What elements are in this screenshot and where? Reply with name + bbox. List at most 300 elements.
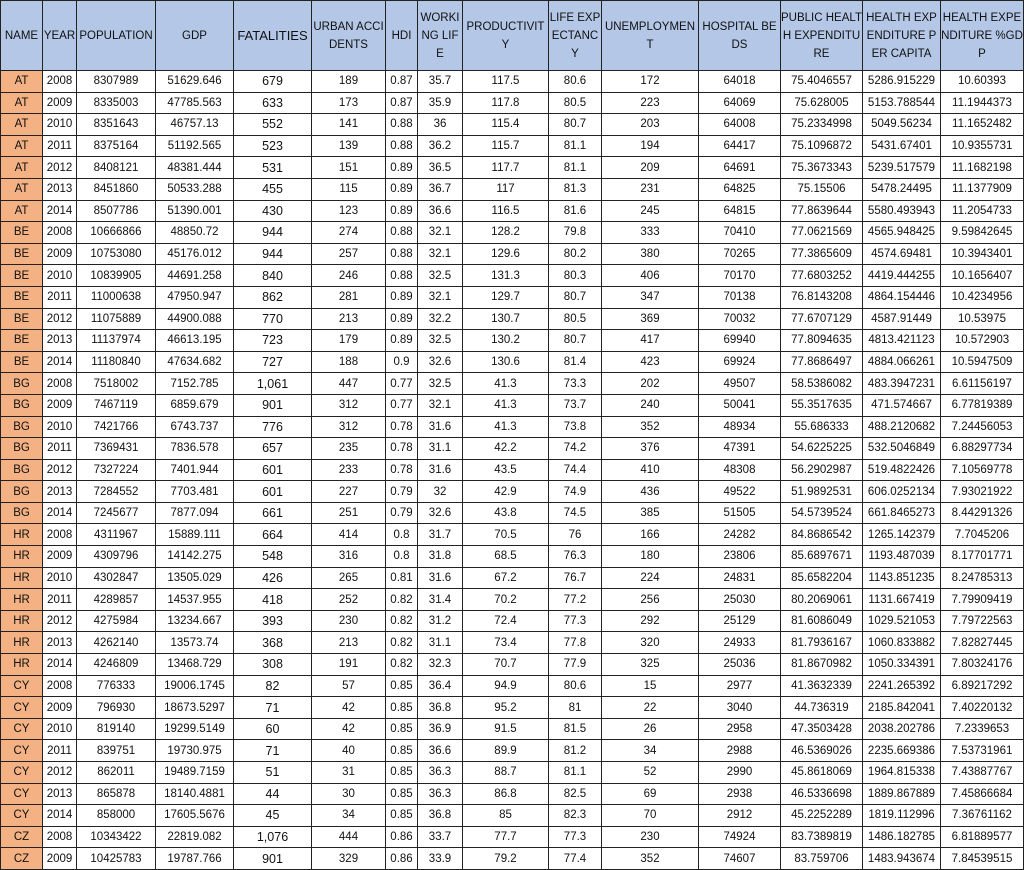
cell-working-life[interactable]: 33.7 (418, 826, 463, 848)
cell-health-expenditure-gdp[interactable]: 7.53731961 (941, 740, 1024, 762)
cell-urban-accidents[interactable]: 42 (312, 718, 386, 740)
cell-fatalities[interactable]: 552 (234, 114, 312, 136)
cell-fatalities[interactable]: 430 (234, 200, 312, 222)
cell-population[interactable]: 10343422 (77, 826, 156, 848)
cell-health-expenditure-gdp[interactable]: 7.82827445 (941, 632, 1024, 654)
cell-population[interactable]: 7467119 (77, 394, 156, 416)
cell-unemployment[interactable]: 352 (602, 848, 699, 870)
cell-unemployment[interactable]: 417 (602, 330, 699, 352)
cell-fatalities[interactable]: 901 (234, 848, 312, 870)
cell-name[interactable]: HR (1, 524, 43, 546)
cell-hdi[interactable]: 0.88 (386, 114, 418, 136)
cell-unemployment[interactable]: 410 (602, 459, 699, 481)
cell-hospital-beds[interactable]: 24933 (699, 632, 781, 654)
cell-health-expenditure-gdp[interactable]: 7.80324176 (941, 654, 1024, 676)
cell-productivity[interactable]: 91.5 (463, 718, 549, 740)
cell-hospital-beds[interactable]: 3040 (699, 697, 781, 719)
cell-working-life[interactable]: 32.1 (418, 394, 463, 416)
cell-health-expenditure-gdp[interactable]: 7.79722563 (941, 610, 1024, 632)
cell-population[interactable]: 4302847 (77, 567, 156, 589)
cell-year[interactable]: 2011 (43, 438, 77, 460)
cell-unemployment[interactable]: 166 (602, 524, 699, 546)
cell-health-expenditure-per-capita[interactable]: 4565.948425 (863, 222, 941, 244)
cell-life-expectancy[interactable]: 80.2 (549, 243, 602, 265)
cell-hospital-beds[interactable]: 74924 (699, 826, 781, 848)
cell-fatalities[interactable]: 862 (234, 286, 312, 308)
column-header-year[interactable]: YEAR (43, 1, 77, 71)
cell-health-expenditure-gdp[interactable]: 10.5947509 (941, 351, 1024, 373)
cell-year[interactable]: 2013 (43, 481, 77, 503)
cell-population[interactable]: 7421766 (77, 416, 156, 438)
cell-urban-accidents[interactable]: 141 (312, 114, 386, 136)
cell-fatalities[interactable]: 548 (234, 546, 312, 568)
cell-year[interactable]: 2009 (43, 546, 77, 568)
cell-life-expectancy[interactable]: 81.1 (549, 135, 602, 157)
cell-hospital-beds[interactable]: 24282 (699, 524, 781, 546)
column-header-health-expenditure-per-capita[interactable]: HEALTH EXPENDITURE PER CAPITA (863, 1, 941, 71)
cell-urban-accidents[interactable]: 191 (312, 654, 386, 676)
cell-health-expenditure-per-capita[interactable]: 1889.867889 (863, 783, 941, 805)
cell-name[interactable]: CY (1, 697, 43, 719)
cell-name[interactable]: CY (1, 762, 43, 784)
cell-year[interactable]: 2008 (43, 524, 77, 546)
cell-gdp[interactable]: 46757.13 (156, 114, 234, 136)
cell-health-expenditure-gdp[interactable]: 10.4234956 (941, 286, 1024, 308)
cell-urban-accidents[interactable]: 31 (312, 762, 386, 784)
cell-hdi[interactable]: 0.89 (386, 286, 418, 308)
cell-year[interactable]: 2009 (43, 92, 77, 114)
cell-hdi[interactable]: 0.85 (386, 697, 418, 719)
cell-working-life[interactable]: 36.8 (418, 805, 463, 827)
cell-public-health-expenditure[interactable]: 76.8143208 (781, 286, 863, 308)
cell-population[interactable]: 4246809 (77, 654, 156, 676)
cell-life-expectancy[interactable]: 77.3 (549, 826, 602, 848)
cell-urban-accidents[interactable]: 123 (312, 200, 386, 222)
cell-year[interactable]: 2009 (43, 394, 77, 416)
cell-health-expenditure-per-capita[interactable]: 5478.24495 (863, 178, 941, 200)
cell-hdi[interactable]: 0.8 (386, 524, 418, 546)
cell-hdi[interactable]: 0.78 (386, 416, 418, 438)
cell-health-expenditure-gdp[interactable]: 7.40220132 (941, 697, 1024, 719)
cell-urban-accidents[interactable]: 213 (312, 308, 386, 330)
cell-population[interactable]: 4311967 (77, 524, 156, 546)
cell-year[interactable]: 2008 (43, 675, 77, 697)
cell-productivity[interactable]: 115.4 (463, 114, 549, 136)
cell-unemployment[interactable]: 423 (602, 351, 699, 373)
cell-population[interactable]: 8351643 (77, 114, 156, 136)
cell-population[interactable]: 4289857 (77, 589, 156, 611)
cell-hospital-beds[interactable]: 2958 (699, 718, 781, 740)
cell-hdi[interactable]: 0.86 (386, 848, 418, 870)
cell-fatalities[interactable]: 633 (234, 92, 312, 114)
cell-fatalities[interactable]: 601 (234, 459, 312, 481)
cell-public-health-expenditure[interactable]: 45.8618069 (781, 762, 863, 784)
cell-unemployment[interactable]: 333 (602, 222, 699, 244)
cell-unemployment[interactable]: 202 (602, 373, 699, 395)
cell-name[interactable]: CZ (1, 848, 43, 870)
cell-hdi[interactable]: 0.89 (386, 157, 418, 179)
cell-hospital-beds[interactable]: 64417 (699, 135, 781, 157)
cell-hospital-beds[interactable]: 48308 (699, 459, 781, 481)
cell-name[interactable]: BE (1, 351, 43, 373)
cell-year[interactable]: 2014 (43, 502, 77, 524)
cell-year[interactable]: 2011 (43, 589, 77, 611)
cell-year[interactable]: 2013 (43, 178, 77, 200)
cell-year[interactable]: 2009 (43, 697, 77, 719)
cell-year[interactable]: 2012 (43, 610, 77, 632)
cell-health-expenditure-per-capita[interactable]: 2241.265392 (863, 675, 941, 697)
cell-year[interactable]: 2010 (43, 114, 77, 136)
cell-urban-accidents[interactable]: 189 (312, 71, 386, 93)
cell-public-health-expenditure[interactable]: 84.8686542 (781, 524, 863, 546)
cell-fatalities[interactable]: 426 (234, 567, 312, 589)
cell-hospital-beds[interactable]: 74607 (699, 848, 781, 870)
cell-public-health-expenditure[interactable]: 41.3632339 (781, 675, 863, 697)
cell-productivity[interactable]: 41.3 (463, 416, 549, 438)
cell-health-expenditure-gdp[interactable]: 7.84539515 (941, 848, 1024, 870)
cell-hospital-beds[interactable]: 25036 (699, 654, 781, 676)
cell-health-expenditure-gdp[interactable]: 8.44291326 (941, 502, 1024, 524)
cell-productivity[interactable]: 41.3 (463, 373, 549, 395)
cell-working-life[interactable]: 31.1 (418, 438, 463, 460)
column-header-gdp[interactable]: GDP (156, 1, 234, 71)
cell-name[interactable]: BG (1, 481, 43, 503)
cell-life-expectancy[interactable]: 81.2 (549, 740, 602, 762)
cell-productivity[interactable]: 42.9 (463, 481, 549, 503)
cell-working-life[interactable]: 36.2 (418, 135, 463, 157)
cell-name[interactable]: BG (1, 438, 43, 460)
cell-life-expectancy[interactable]: 73.3 (549, 373, 602, 395)
cell-working-life[interactable]: 36.5 (418, 157, 463, 179)
cell-health-expenditure-per-capita[interactable]: 4419.444255 (863, 265, 941, 287)
cell-public-health-expenditure[interactable]: 75.15506 (781, 178, 863, 200)
cell-name[interactable]: AT (1, 114, 43, 136)
cell-hospital-beds[interactable]: 70138 (699, 286, 781, 308)
cell-hospital-beds[interactable]: 2938 (699, 783, 781, 805)
cell-gdp[interactable]: 48850.72 (156, 222, 234, 244)
cell-public-health-expenditure[interactable]: 81.7936167 (781, 632, 863, 654)
cell-public-health-expenditure[interactable]: 44.736319 (781, 697, 863, 719)
cell-unemployment[interactable]: 385 (602, 502, 699, 524)
cell-fatalities[interactable]: 723 (234, 330, 312, 352)
cell-gdp[interactable]: 19787.766 (156, 848, 234, 870)
cell-gdp[interactable]: 45176.012 (156, 243, 234, 265)
column-header-life-expectancy[interactable]: LIFE EXPECTANCY (549, 1, 602, 71)
cell-hospital-beds[interactable]: 70265 (699, 243, 781, 265)
cell-unemployment[interactable]: 245 (602, 200, 699, 222)
cell-hospital-beds[interactable]: 23806 (699, 546, 781, 568)
cell-health-expenditure-gdp[interactable]: 7.24456053 (941, 416, 1024, 438)
cell-hdi[interactable]: 0.82 (386, 610, 418, 632)
column-header-working-life[interactable]: WORKING LIFE (418, 1, 463, 71)
cell-health-expenditure-per-capita[interactable]: 1483.943674 (863, 848, 941, 870)
cell-hospital-beds[interactable]: 49507 (699, 373, 781, 395)
cell-gdp[interactable]: 7152.785 (156, 373, 234, 395)
cell-gdp[interactable]: 13234.667 (156, 610, 234, 632)
cell-life-expectancy[interactable]: 77.4 (549, 848, 602, 870)
cell-productivity[interactable]: 129.6 (463, 243, 549, 265)
cell-public-health-expenditure[interactable]: 46.5369026 (781, 740, 863, 762)
cell-health-expenditure-gdp[interactable]: 7.93021922 (941, 481, 1024, 503)
cell-population[interactable]: 8307989 (77, 71, 156, 93)
cell-name[interactable]: BE (1, 286, 43, 308)
cell-health-expenditure-gdp[interactable]: 6.89217292 (941, 675, 1024, 697)
column-header-public-health-expenditure[interactable]: PUBLIC HEALTH EXPENDITURE (781, 1, 863, 71)
cell-working-life[interactable]: 36.3 (418, 762, 463, 784)
cell-public-health-expenditure[interactable]: 81.8670982 (781, 654, 863, 676)
cell-working-life[interactable]: 36.3 (418, 783, 463, 805)
column-header-hdi[interactable]: HDI (386, 1, 418, 71)
cell-hdi[interactable]: 0.89 (386, 308, 418, 330)
cell-health-expenditure-per-capita[interactable]: 488.2120682 (863, 416, 941, 438)
cell-year[interactable]: 2011 (43, 740, 77, 762)
cell-hdi[interactable]: 0.78 (386, 459, 418, 481)
cell-gdp[interactable]: 47785.563 (156, 92, 234, 114)
cell-gdp[interactable]: 17605.5676 (156, 805, 234, 827)
cell-public-health-expenditure[interactable]: 85.6897671 (781, 546, 863, 568)
cell-urban-accidents[interactable]: 151 (312, 157, 386, 179)
cell-name[interactable]: AT (1, 178, 43, 200)
cell-population[interactable]: 819140 (77, 718, 156, 740)
cell-population[interactable]: 11137974 (77, 330, 156, 352)
cell-hospital-beds[interactable]: 51505 (699, 502, 781, 524)
cell-year[interactable]: 2014 (43, 654, 77, 676)
cell-gdp[interactable]: 46613.195 (156, 330, 234, 352)
cell-year[interactable]: 2008 (43, 222, 77, 244)
cell-health-expenditure-gdp[interactable]: 7.10569778 (941, 459, 1024, 481)
cell-working-life[interactable]: 32.2 (418, 308, 463, 330)
cell-productivity[interactable]: 116.5 (463, 200, 549, 222)
cell-productivity[interactable]: 131.3 (463, 265, 549, 287)
cell-year[interactable]: 2014 (43, 200, 77, 222)
cell-fatalities[interactable]: 664 (234, 524, 312, 546)
cell-urban-accidents[interactable]: 42 (312, 697, 386, 719)
cell-health-expenditure-per-capita[interactable]: 4884.066261 (863, 351, 941, 373)
cell-fatalities[interactable]: 840 (234, 265, 312, 287)
cell-urban-accidents[interactable]: 329 (312, 848, 386, 870)
cell-urban-accidents[interactable]: 230 (312, 610, 386, 632)
cell-hdi[interactable]: 0.89 (386, 178, 418, 200)
cell-productivity[interactable]: 42.2 (463, 438, 549, 460)
cell-hospital-beds[interactable]: 64815 (699, 200, 781, 222)
cell-public-health-expenditure[interactable]: 75.4046557 (781, 71, 863, 93)
cell-hdi[interactable]: 0.85 (386, 675, 418, 697)
cell-life-expectancy[interactable]: 81.4 (549, 351, 602, 373)
cell-hdi[interactable]: 0.8 (386, 546, 418, 568)
column-header-productivity[interactable]: PRODUCTIVITY (463, 1, 549, 71)
cell-year[interactable]: 2014 (43, 351, 77, 373)
cell-year[interactable]: 2013 (43, 330, 77, 352)
cell-population[interactable]: 8507786 (77, 200, 156, 222)
cell-fatalities[interactable]: 661 (234, 502, 312, 524)
cell-health-expenditure-per-capita[interactable]: 2235.669386 (863, 740, 941, 762)
cell-life-expectancy[interactable]: 80.7 (549, 286, 602, 308)
cell-gdp[interactable]: 19299.5149 (156, 718, 234, 740)
cell-urban-accidents[interactable]: 115 (312, 178, 386, 200)
cell-hospital-beds[interactable]: 25030 (699, 589, 781, 611)
cell-hdi[interactable]: 0.88 (386, 265, 418, 287)
cell-health-expenditure-gdp[interactable]: 7.79909419 (941, 589, 1024, 611)
cell-fatalities[interactable]: 1,061 (234, 373, 312, 395)
cell-fatalities[interactable]: 82 (234, 675, 312, 697)
cell-life-expectancy[interactable]: 82.3 (549, 805, 602, 827)
cell-life-expectancy[interactable]: 74.5 (549, 502, 602, 524)
cell-population[interactable]: 8451860 (77, 178, 156, 200)
cell-gdp[interactable]: 19730.975 (156, 740, 234, 762)
cell-working-life[interactable]: 32.5 (418, 330, 463, 352)
cell-name[interactable]: BE (1, 265, 43, 287)
cell-year[interactable]: 2008 (43, 826, 77, 848)
cell-unemployment[interactable]: 231 (602, 178, 699, 200)
cell-hdi[interactable]: 0.89 (386, 200, 418, 222)
cell-hospital-beds[interactable]: 50041 (699, 394, 781, 416)
cell-working-life[interactable]: 32.1 (418, 286, 463, 308)
cell-gdp[interactable]: 15889.111 (156, 524, 234, 546)
cell-hospital-beds[interactable]: 48934 (699, 416, 781, 438)
cell-hospital-beds[interactable]: 69940 (699, 330, 781, 352)
cell-fatalities[interactable]: 45 (234, 805, 312, 827)
cell-working-life[interactable]: 35.7 (418, 71, 463, 93)
cell-health-expenditure-gdp[interactable]: 11.1682198 (941, 157, 1024, 179)
cell-public-health-expenditure[interactable]: 56.2902987 (781, 459, 863, 481)
cell-unemployment[interactable]: 223 (602, 92, 699, 114)
cell-name[interactable]: HR (1, 632, 43, 654)
cell-health-expenditure-per-capita[interactable]: 661.8465273 (863, 502, 941, 524)
cell-gdp[interactable]: 51192.565 (156, 135, 234, 157)
cell-name[interactable]: AT (1, 157, 43, 179)
cell-productivity[interactable]: 70.2 (463, 589, 549, 611)
cell-health-expenditure-per-capita[interactable]: 1060.833882 (863, 632, 941, 654)
cell-working-life[interactable]: 36.9 (418, 718, 463, 740)
cell-working-life[interactable]: 32.1 (418, 243, 463, 265)
cell-fatalities[interactable]: 523 (234, 135, 312, 157)
cell-public-health-expenditure[interactable]: 75.628005 (781, 92, 863, 114)
cell-health-expenditure-gdp[interactable]: 11.1377909 (941, 178, 1024, 200)
cell-population[interactable]: 10666866 (77, 222, 156, 244)
cell-public-health-expenditure[interactable]: 77.8686497 (781, 351, 863, 373)
cell-population[interactable]: 10839905 (77, 265, 156, 287)
cell-name[interactable]: CY (1, 675, 43, 697)
cell-hdi[interactable]: 0.9 (386, 351, 418, 373)
cell-name[interactable]: HR (1, 589, 43, 611)
cell-gdp[interactable]: 7401.944 (156, 459, 234, 481)
cell-health-expenditure-per-capita[interactable]: 2185.842041 (863, 697, 941, 719)
cell-name[interactable]: CY (1, 740, 43, 762)
cell-health-expenditure-per-capita[interactable]: 4587.91449 (863, 308, 941, 330)
cell-public-health-expenditure[interactable]: 85.6582204 (781, 567, 863, 589)
cell-productivity[interactable]: 67.2 (463, 567, 549, 589)
cell-working-life[interactable]: 36.6 (418, 200, 463, 222)
cell-working-life[interactable]: 36.4 (418, 675, 463, 697)
cell-hospital-beds[interactable]: 49522 (699, 481, 781, 503)
cell-urban-accidents[interactable]: 57 (312, 675, 386, 697)
cell-urban-accidents[interactable]: 265 (312, 567, 386, 589)
cell-unemployment[interactable]: 376 (602, 438, 699, 460)
cell-year[interactable]: 2012 (43, 459, 77, 481)
cell-public-health-expenditure[interactable]: 54.6225225 (781, 438, 863, 460)
cell-life-expectancy[interactable]: 77.2 (549, 589, 602, 611)
cell-productivity[interactable]: 73.4 (463, 632, 549, 654)
cell-gdp[interactable]: 13468.729 (156, 654, 234, 676)
cell-population[interactable]: 796930 (77, 697, 156, 719)
cell-fatalities[interactable]: 368 (234, 632, 312, 654)
cell-hdi[interactable]: 0.79 (386, 502, 418, 524)
cell-hdi[interactable]: 0.88 (386, 243, 418, 265)
cell-fatalities[interactable]: 601 (234, 481, 312, 503)
cell-population[interactable]: 10425783 (77, 848, 156, 870)
cell-urban-accidents[interactable]: 235 (312, 438, 386, 460)
cell-fatalities[interactable]: 531 (234, 157, 312, 179)
cell-life-expectancy[interactable]: 74.2 (549, 438, 602, 460)
cell-working-life[interactable]: 32.6 (418, 502, 463, 524)
cell-hospital-beds[interactable]: 2990 (699, 762, 781, 784)
cell-fatalities[interactable]: 944 (234, 243, 312, 265)
cell-unemployment[interactable]: 203 (602, 114, 699, 136)
cell-urban-accidents[interactable]: 233 (312, 459, 386, 481)
cell-health-expenditure-gdp[interactable]: 11.1944373 (941, 92, 1024, 114)
cell-gdp[interactable]: 7836.578 (156, 438, 234, 460)
cell-productivity[interactable]: 88.7 (463, 762, 549, 784)
column-header-hospital-beds[interactable]: HOSPITAL BEDS (699, 1, 781, 71)
cell-productivity[interactable]: 130.2 (463, 330, 549, 352)
cell-gdp[interactable]: 7703.481 (156, 481, 234, 503)
cell-hospital-beds[interactable]: 2988 (699, 740, 781, 762)
cell-public-health-expenditure[interactable]: 77.8639644 (781, 200, 863, 222)
cell-urban-accidents[interactable]: 447 (312, 373, 386, 395)
cell-life-expectancy[interactable]: 76.3 (549, 546, 602, 568)
cell-life-expectancy[interactable]: 73.7 (549, 394, 602, 416)
cell-unemployment[interactable]: 240 (602, 394, 699, 416)
cell-name[interactable]: AT (1, 200, 43, 222)
column-header-urban-accidents[interactable]: URBAN ACCIDENTS (312, 1, 386, 71)
cell-life-expectancy[interactable]: 81.5 (549, 718, 602, 740)
cell-health-expenditure-per-capita[interactable]: 1050.334391 (863, 654, 941, 676)
cell-year[interactable]: 2008 (43, 71, 77, 93)
cell-working-life[interactable]: 32.5 (418, 373, 463, 395)
cell-working-life[interactable]: 32.5 (418, 265, 463, 287)
cell-hdi[interactable]: 0.78 (386, 438, 418, 460)
cell-unemployment[interactable]: 256 (602, 589, 699, 611)
cell-unemployment[interactable]: 69 (602, 783, 699, 805)
cell-health-expenditure-gdp[interactable]: 7.7045206 (941, 524, 1024, 546)
cell-health-expenditure-per-capita[interactable]: 4574.69481 (863, 243, 941, 265)
cell-health-expenditure-per-capita[interactable]: 1265.142379 (863, 524, 941, 546)
cell-health-expenditure-gdp[interactable]: 6.88297734 (941, 438, 1024, 460)
cell-productivity[interactable]: 117.7 (463, 157, 549, 179)
cell-productivity[interactable]: 43.8 (463, 502, 549, 524)
cell-hospital-beds[interactable]: 47391 (699, 438, 781, 460)
cell-urban-accidents[interactable]: 316 (312, 546, 386, 568)
cell-health-expenditure-per-capita[interactable]: 1029.521053 (863, 610, 941, 632)
cell-health-expenditure-gdp[interactable]: 10.53975 (941, 308, 1024, 330)
cell-life-expectancy[interactable]: 80.5 (549, 308, 602, 330)
cell-productivity[interactable]: 117.5 (463, 71, 549, 93)
cell-population[interactable]: 4262140 (77, 632, 156, 654)
cell-hospital-beds[interactable]: 69924 (699, 351, 781, 373)
cell-gdp[interactable]: 13573.74 (156, 632, 234, 654)
cell-fatalities[interactable]: 71 (234, 697, 312, 719)
cell-hdi[interactable]: 0.88 (386, 222, 418, 244)
cell-working-life[interactable]: 31.4 (418, 589, 463, 611)
cell-year[interactable]: 2008 (43, 373, 77, 395)
cell-working-life[interactable]: 32 (418, 481, 463, 503)
cell-working-life[interactable]: 32.6 (418, 351, 463, 373)
cell-productivity[interactable]: 68.5 (463, 546, 549, 568)
cell-urban-accidents[interactable]: 227 (312, 481, 386, 503)
cell-health-expenditure-gdp[interactable]: 9.59842645 (941, 222, 1024, 244)
cell-public-health-expenditure[interactable]: 77.6803252 (781, 265, 863, 287)
cell-gdp[interactable]: 50533.288 (156, 178, 234, 200)
